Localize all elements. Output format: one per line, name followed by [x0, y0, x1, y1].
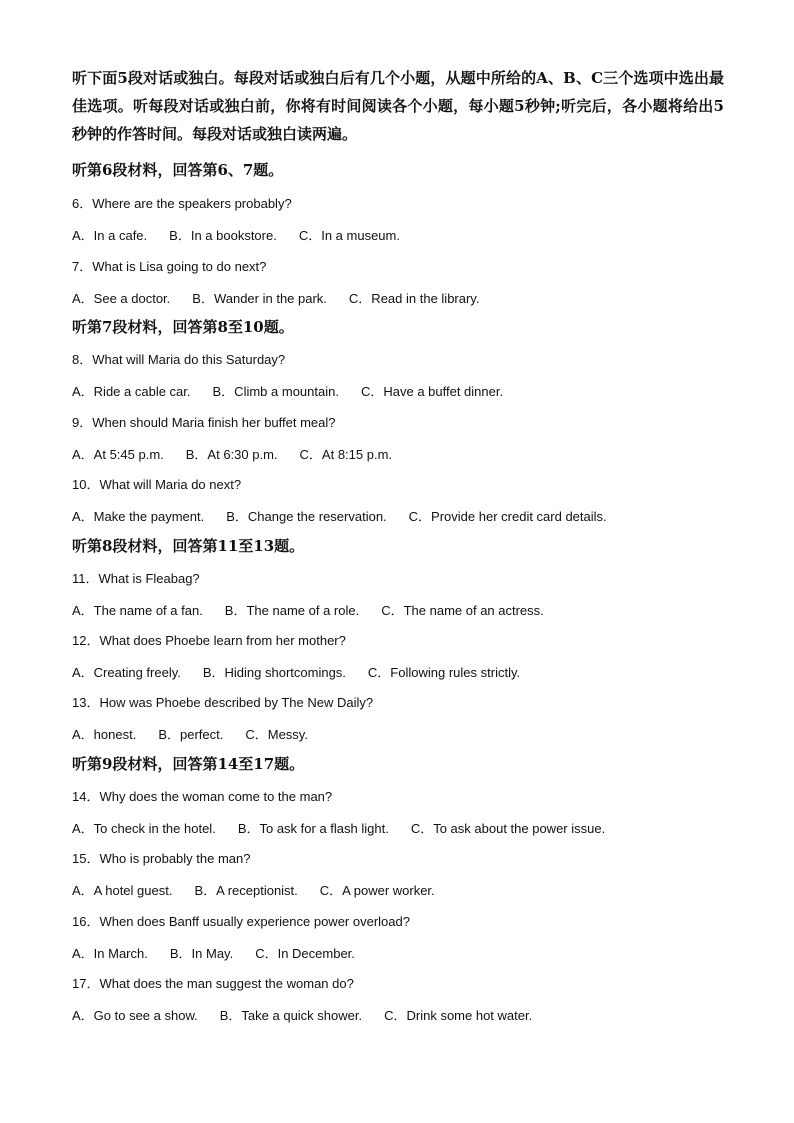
instructions: 听下面5段对话或独白。每段对话或独白后有几个小题，从题中所给的A、B、C三个选项中选出最佳选项。听每段对话或独白前，你将有时间阅读各个小题，每小题5秒钟;听完后，各小题将给出5秒钟的作答时间。每段对话或独白读两遍。 — [72, 69, 724, 143]
option-b[interactable]: B．Climb a mountain. — [212, 384, 339, 399]
option-a[interactable]: A．At 5:45 p.m. — [72, 447, 164, 462]
options-row — [72, 818, 627, 838]
section-heading: 听第6段材料，回答第6、7题。 — [72, 161, 284, 179]
options-row — [72, 225, 422, 245]
option-b[interactable]: B．In May. — [169, 946, 234, 961]
question-stem: 13．How was Phoebe described by The New Daily? — [72, 695, 374, 710]
option-b[interactable]: B．perfect. — [158, 727, 224, 742]
options-row — [72, 943, 377, 963]
option-a[interactable]: A．To check in the hotel. — [72, 821, 216, 836]
option-c[interactable]: C．Following rules strictly. — [367, 665, 521, 680]
question-stem: 11．What is Fleabag? — [72, 571, 200, 586]
option-a[interactable]: A．A hotel guest. — [72, 883, 173, 898]
option-b[interactable]: B．At 6:30 p.m. — [185, 447, 278, 462]
option-a[interactable]: A．In a cafe. — [72, 228, 148, 243]
question-stem: 7．What is Lisa going to do next? — [72, 259, 267, 274]
question-stem: 15．Who is probably the man? — [72, 851, 251, 866]
question-stem: 12．What does Phoebe learn from her mother? — [72, 633, 346, 648]
option-b[interactable]: B．Take a quick shower. — [219, 1008, 363, 1023]
option-c[interactable]: C．To ask about the power issue. — [410, 821, 606, 836]
option-c[interactable]: C．Drink some hot water. — [384, 1008, 533, 1023]
question-stem: 17．What does the man suggest the woman do? — [72, 976, 354, 991]
section-heading: 听第9段材料，回答第14至17题。 — [72, 755, 305, 773]
option-a[interactable]: A．The name of a fan. — [72, 603, 203, 618]
option-c[interactable]: C．Messy. — [245, 727, 308, 742]
section-heading: 听第8段材料，回答第11至13题。 — [72, 537, 305, 555]
question-stem: 8．What will Maria do this Saturday? — [72, 352, 286, 367]
option-a[interactable]: A．honest. — [72, 727, 137, 742]
option-c[interactable]: C．In December. — [255, 946, 355, 961]
options-row — [72, 1005, 554, 1025]
option-a[interactable]: A．In March. — [72, 946, 148, 961]
option-b[interactable]: B．The name of a role. — [224, 603, 360, 618]
option-a[interactable]: A．Go to see a show. — [72, 1008, 198, 1023]
option-b[interactable]: B．Hiding shortcomings. — [202, 665, 346, 680]
option-b[interactable]: B．A receptionist. — [194, 883, 298, 898]
option-b[interactable]: B．In a bookstore. — [169, 228, 277, 243]
option-c[interactable]: C．Read in the library. — [348, 291, 480, 306]
options-row — [72, 880, 457, 900]
question-stem: 16．When does Banff usually experience power overload? — [72, 914, 410, 929]
option-a[interactable]: A．Make the payment. — [72, 509, 205, 524]
option-c[interactable]: C．Have a buffet dinner. — [360, 384, 504, 399]
section-heading: 听第7段材料，回答第8至10题。 — [72, 318, 294, 336]
option-b[interactable]: B．Wander in the park. — [192, 291, 327, 306]
option-b[interactable]: B．To ask for a flash light. — [237, 821, 389, 836]
question-stem: 9．When should Maria finish her buffet meal? — [72, 415, 336, 430]
options-row — [72, 288, 501, 308]
option-c[interactable]: C．In a museum. — [298, 228, 400, 243]
question-stem: 10．What will Maria do next? — [72, 477, 242, 492]
option-c[interactable]: C．At 8:15 p.m. — [299, 447, 393, 462]
options-row — [72, 381, 525, 401]
question-stem: 14．Why does the woman come to the man? — [72, 789, 333, 804]
option-a[interactable]: A．Ride a cable car. — [72, 384, 191, 399]
option-c[interactable]: C．A power worker. — [319, 883, 435, 898]
option-a[interactable]: A．See a doctor. — [72, 291, 171, 306]
options-row — [72, 724, 330, 744]
options-row — [72, 662, 542, 682]
question-stem: 6．Where are the speakers probably? — [72, 196, 292, 211]
options-row — [72, 444, 414, 464]
option-b[interactable]: B．Change the reservation. — [226, 509, 387, 524]
options-row — [72, 600, 566, 620]
option-a[interactable]: A．Creating freely. — [72, 665, 181, 680]
option-c[interactable]: C．The name of an actress. — [381, 603, 544, 618]
option-c[interactable]: C．Provide her credit card details. — [408, 509, 607, 524]
options-row — [72, 506, 629, 526]
